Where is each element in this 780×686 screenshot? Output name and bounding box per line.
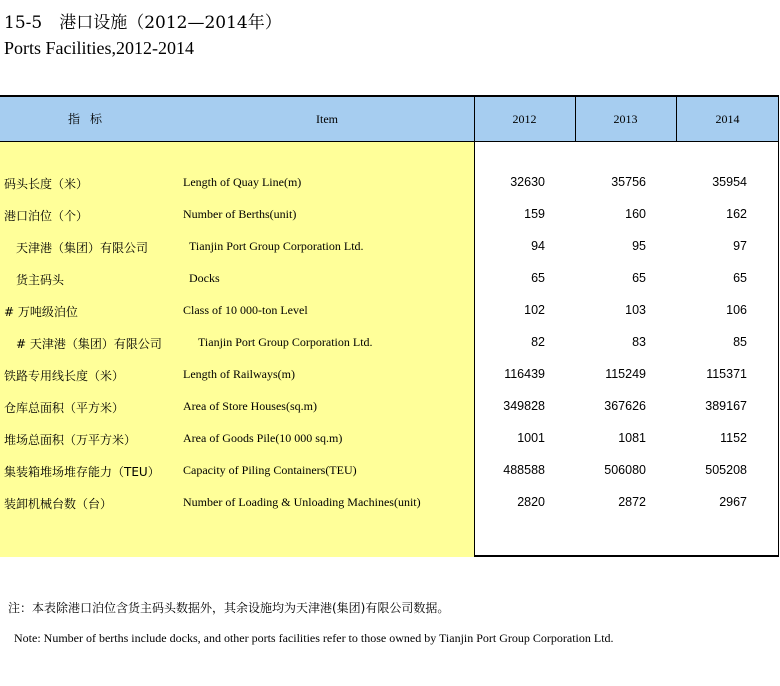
table-row xyxy=(0,399,779,431)
table-row xyxy=(0,271,779,303)
row-label-en: Docks xyxy=(189,271,220,285)
cell-2014: 85 xyxy=(733,335,747,349)
row-label-cn: 装卸机械台数（台） xyxy=(4,497,113,511)
cell-2013: 1081 xyxy=(618,431,646,445)
row-label-en: Area of Goods Pile(10 000 sq.m) xyxy=(183,431,343,445)
table-row xyxy=(0,431,779,463)
table-row xyxy=(0,495,779,527)
row-label-cn: # 万吨级泊位 xyxy=(4,305,78,319)
cell-2012: 32630 xyxy=(510,175,545,189)
column-divider xyxy=(676,97,677,141)
cell-2012: 82 xyxy=(531,335,545,349)
row-label-cn: # 天津港（集团）有限公司 xyxy=(16,337,162,351)
table-title-cn: 15-5 港口设施（2012—2014年） xyxy=(4,13,282,33)
cell-2012: 65 xyxy=(531,271,545,285)
row-label-en: Length of Quay Line(m) xyxy=(183,175,302,189)
cell-2014: 2967 xyxy=(719,495,747,509)
row-label-cn: 铁路专用线长度（米） xyxy=(4,369,125,383)
table-row xyxy=(0,239,779,271)
cell-2013: 367626 xyxy=(604,399,646,413)
cell-2014: 106 xyxy=(726,303,747,317)
cell-2012: 94 xyxy=(531,239,545,253)
row-label-en: Area of Store Houses(sq.m) xyxy=(183,399,317,413)
row-label-en: Number of Loading & Unloading Machines(unit) xyxy=(183,495,421,509)
table-title-en: Ports Facilities,2012-2014 xyxy=(4,38,194,58)
row-label-cn: 堆场总面积（万平方米） xyxy=(4,433,137,447)
row-label-en: Length of Railways(m) xyxy=(183,367,295,381)
data-table xyxy=(0,95,779,557)
cell-2012: 1001 xyxy=(517,431,545,445)
cell-2014: 505208 xyxy=(705,463,747,477)
cell-2014: 389167 xyxy=(705,399,747,413)
table-row xyxy=(0,175,779,207)
cell-2012: 2820 xyxy=(517,495,545,509)
table-row xyxy=(0,463,779,495)
cell-2014: 97 xyxy=(733,239,747,253)
row-label-en: Number of Berths(unit) xyxy=(183,207,297,221)
row-label-en: Class of 10 000-ton Level xyxy=(183,303,308,317)
table-row xyxy=(0,367,779,399)
column-divider xyxy=(575,97,576,141)
header-year-2013: 2013 xyxy=(613,112,638,126)
header-year-2014: 2014 xyxy=(715,112,740,126)
row-label-cn: 码头长度（米） xyxy=(4,177,89,191)
row-label-cn: 天津港（集团）有限公司 xyxy=(16,241,149,255)
row-label-cn: 仓库总面积（平方米） xyxy=(4,401,125,415)
row-label-cn: 港口泊位（个） xyxy=(4,209,89,223)
cell-2012: 488588 xyxy=(503,463,545,477)
cell-2013: 95 xyxy=(632,239,646,253)
table-row xyxy=(0,207,779,239)
cell-2012: 159 xyxy=(524,207,545,221)
cell-2013: 506080 xyxy=(604,463,646,477)
cell-2012: 349828 xyxy=(503,399,545,413)
row-label-en: Tianjin Port Group Corporation Ltd. xyxy=(198,335,373,349)
cell-2014: 1152 xyxy=(720,431,747,445)
cell-2013: 65 xyxy=(632,271,646,285)
row-label-en: Tianjin Port Group Corporation Ltd. xyxy=(189,239,364,253)
header-item: Item xyxy=(316,112,338,126)
table-header xyxy=(0,97,779,142)
cell-2013: 2872 xyxy=(618,495,646,509)
row-label-cn: 集装箱堆场堆存能力（TEU） xyxy=(4,465,160,479)
table-row xyxy=(0,335,779,367)
cell-2013: 103 xyxy=(625,303,646,317)
cell-2014: 65 xyxy=(733,271,747,285)
cell-2013: 115249 xyxy=(605,367,646,381)
row-label-cn: 货主码头 xyxy=(16,273,65,287)
cell-2014: 162 xyxy=(726,207,747,221)
table-row xyxy=(0,303,779,335)
header-indicator: 指标 xyxy=(67,112,112,126)
cell-2013: 35756 xyxy=(611,175,646,189)
cell-2012: 102 xyxy=(524,303,545,317)
note-cn: 注：本表除港口泊位含货主码头数据外，其余设施均为天津港(集团)有限公司数据。 xyxy=(8,601,450,615)
row-label-en: Capacity of Piling Containers(TEU) xyxy=(183,463,357,477)
cell-2014: 35954 xyxy=(712,175,747,189)
cell-2013: 83 xyxy=(632,335,646,349)
cell-2012: 116439 xyxy=(504,367,545,381)
note-en: Note: Number of berths include docks, and other ports facilities refer to those owned by Tianjin Port Group Corporation Ltd. xyxy=(14,631,614,645)
cell-2013: 160 xyxy=(625,207,646,221)
cell-2014: 115371 xyxy=(706,367,747,381)
header-year-2012: 2012 xyxy=(512,112,537,126)
